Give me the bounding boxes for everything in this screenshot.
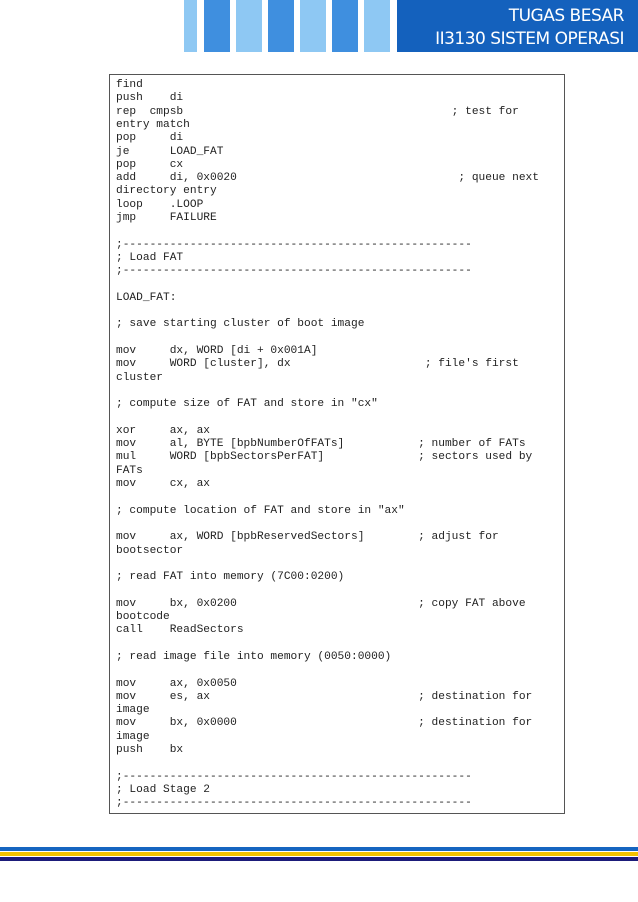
footer-stripe-navy [0, 857, 638, 861]
code-line: add di, 0x0020 ; queue next [116, 172, 539, 185]
code-line: mul WORD [bpbSectorsPerFAT] ; sectors used by [116, 451, 533, 464]
header-deco-block [332, 0, 358, 52]
header-deco-block [184, 0, 197, 52]
header-subtitle: II3130 SISTEM OPERASI [435, 29, 624, 49]
code-line: push bx [116, 744, 184, 756]
header-deco-block [204, 0, 230, 52]
code-line: mov dx, WORD [di + 0x001A] [116, 345, 318, 357]
code-line: xor ax, ax [116, 424, 210, 437]
code-line: loop .LOOP [116, 198, 204, 211]
code-line: FATs [116, 464, 143, 477]
header-banner [0, 0, 638, 52]
code-line: ;---------------------------------------------------- [116, 265, 472, 278]
code-line: ; Load Stage 2 [116, 783, 210, 796]
code-line: mov es, ax ; destination for [116, 690, 533, 703]
footer-stripe-yellow [0, 852, 638, 856]
code-listing [109, 74, 565, 814]
code-line: entry match [116, 118, 190, 131]
code-line: rep cmpsb ; test for [116, 105, 519, 118]
header-deco-block [236, 0, 262, 52]
code-line: ; compute location of FAT and store in "ax" [116, 504, 405, 517]
code-line: ; Load FAT [116, 251, 184, 264]
code-line: mov ax, WORD [bpbReservedSectors] ; adjust for [116, 531, 499, 544]
code-line: bootcode [116, 611, 170, 623]
code-line: directory entry [116, 185, 217, 198]
code-line: image [116, 704, 150, 717]
code-line: ; compute size of FAT and store in "cx" [116, 398, 378, 411]
code-line: ;---------------------------------------------------- [116, 797, 472, 810]
code-line: cluster [116, 371, 163, 384]
code-line: LOAD_FAT: [116, 291, 177, 304]
code-line: mov bx, 0x0200 ; copy FAT above [116, 597, 526, 610]
code-line: push di [116, 92, 184, 105]
code-line: pop cx [116, 158, 184, 171]
footer-stripe-blue [0, 847, 638, 851]
code-line: ;---------------------------------------------------- [116, 770, 472, 783]
code-line: je LOAD_FAT [116, 145, 224, 158]
code-line: call ReadSectors [116, 624, 244, 637]
header-deco-block [268, 0, 294, 52]
code-line: mov al, BYTE [bpbNumberOfFATs] ; number of FATs [116, 438, 526, 451]
code-line: bootsector [116, 544, 184, 557]
header-title: TUGAS BESAR [508, 6, 624, 26]
code-line: ; save starting cluster of boot image [116, 318, 365, 331]
code-line: mov WORD [cluster], dx ; file's first [116, 358, 519, 371]
header-deco-block [300, 0, 326, 52]
code-line: mov bx, 0x0000 ; destination for [116, 717, 533, 730]
code-line: ; read FAT into memory (7C00:0200) [116, 571, 345, 584]
code-line: mov cx, ax [116, 478, 210, 490]
code-line: ;---------------------------------------------------- [116, 238, 472, 251]
code-line: image [116, 730, 150, 743]
code-line: pop di [116, 132, 184, 145]
code-line: jmp FAILURE [116, 212, 217, 224]
header-deco-block [364, 0, 390, 52]
code-line: find [116, 79, 143, 91]
header-title-block [397, 0, 638, 52]
code-line: mov ax, 0x0050 [116, 677, 237, 690]
code-line: ; read image file into memory (0050:0000) [116, 650, 392, 663]
